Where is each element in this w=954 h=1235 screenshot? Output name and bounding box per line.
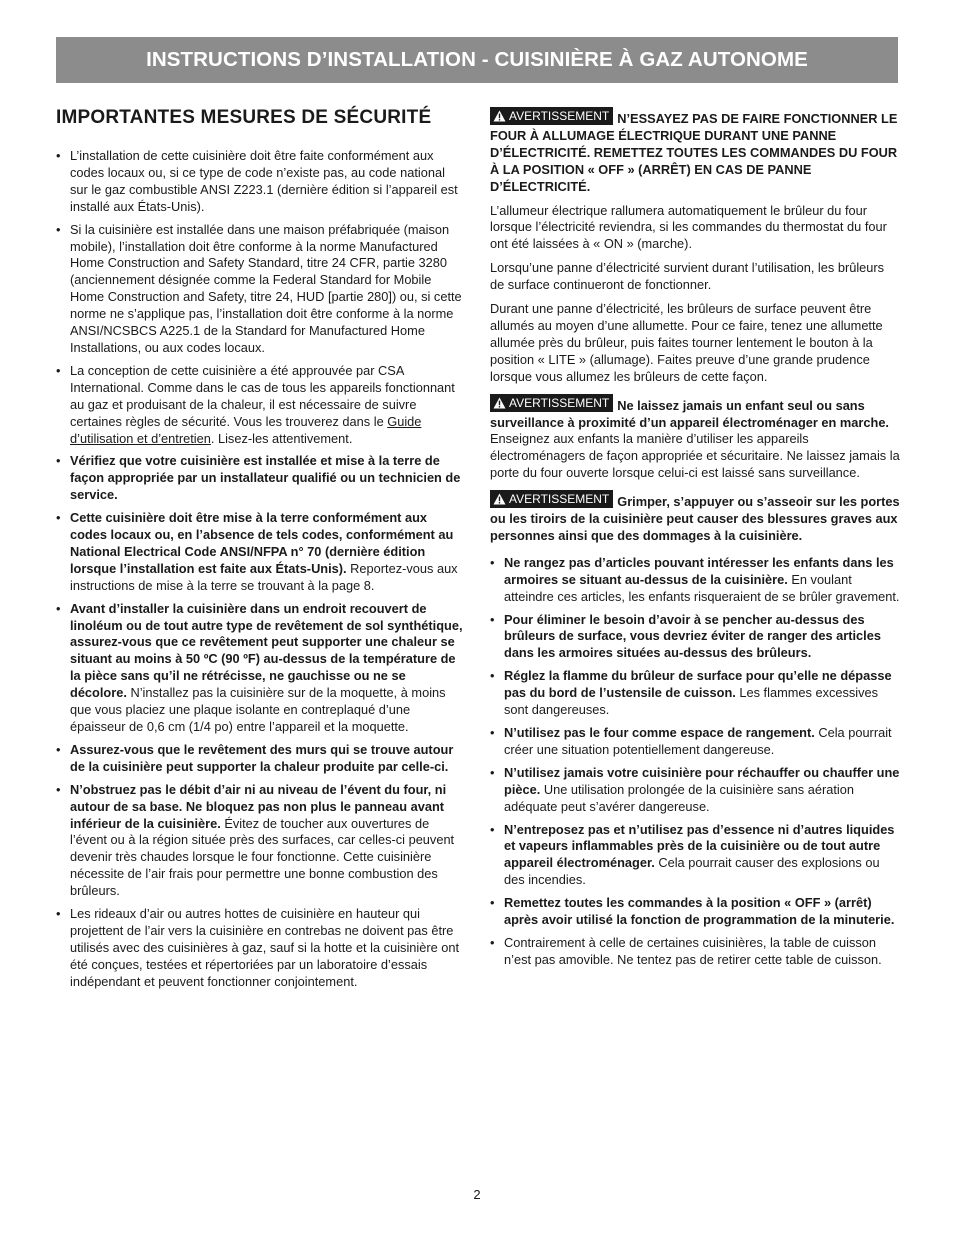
list-item: • Vérifiez que votre cuisinière est installée et mise à la terre de façon appropriée par un installateur qualifié ou un technicien de service.: [56, 453, 466, 504]
warning-triangle-icon: [493, 397, 506, 409]
warning-triangle-icon: [493, 110, 506, 122]
warning-badge-label: AVERTISSEMENT: [509, 395, 610, 410]
warning-list: [490, 555, 900, 969]
warning-block-power-outage: AVERTISSEMENT N’ESSAYEZ PAS DE FAIRE FONCTIONNER LE FOUR À ALLUMAGE ÉLECTRIQUE DURANT UNE PANNE D’ÉLECTRICITÉ. REMETTEZ TOUTES LES COMMANDES DU FOUR À LA POSITION « OFF » (ARRÊT) EN CAS DE PANNE D’ÉLECTRICITÉ.: [490, 109, 898, 194]
list-item: • Pour éliminer le besoin d’avoir à se pencher au-dessus des brûleurs de surface, vous devriez éviter de ranger des articles dans les armoires situées au-dessus des brûleurs.: [490, 612, 900, 663]
page-header-title: INSTRUCTIONS D’INSTALLATION - CUISINIÈRE À GAZ AUTONOME: [146, 48, 808, 71]
list-item: • Cette cuisinière doit être mise à la terre conformément aux codes locaux ou, en l’absence de tels codes, conformément au National Electrical Code ANSI/NFPA n° 70 (dernière édition lorsque l’installation est faite aux États-Unis). Reportez-vous aux instructions de mise à la terre se trouvant à la page 8.: [56, 510, 466, 595]
section-heading: IMPORTANTES MESURES DE SÉCURITÉ: [56, 107, 432, 128]
paragraph: Durant une panne d’électricité, les brûleurs de surface peuvent être allumés au moyen d’une allumette. Pour ce faire, tenez une allumette allumée près du brûleur, puis faites tourner lentement le bouton à la position « LITE » (allumage). Faites preuve d’une grande prudence lorsque vous allumez les brûleurs de cette façon.: [490, 301, 883, 384]
warning-badge: [490, 490, 613, 508]
list-item: • Les rideaux d’air ou autres hottes de cuisinière en hauteur qui projettent de l’air vers la cuisinière en contrebas ne doivent pas être utilisés avec des cuisinières à gaz, sauf si la hotte et la cuisinière ont été conçues, testées et répertoriées par un laboratoire d’essais indépendant et peuvent fonctionner conjointement.: [56, 906, 466, 991]
right-column: [490, 107, 900, 975]
paragraph: L’allumeur électrique rallumera automatiquement le brûleur du four lorsque l’électricité reviendra, si les commandes du thermostat du four ont été laissées à « ON » (marche).: [490, 202, 887, 252]
warning-badge: [490, 107, 613, 125]
list-item: • N’utilisez jamais votre cuisinière pour réchauffer ou chauffer une pièce. Une utilisation prolongée de la cuisinière sans aération adéquate peut s’avérer dangereuse.: [490, 765, 900, 816]
warning-triangle-icon: [493, 493, 506, 505]
list-item: • N’entreposez pas et n’utilisez pas d’essence ni d’autres liquides et vapeurs inflammables près de la cuisinière ou de tout autre appareil électroménager. Cela pourrait causer des explosions ou des incendies.: [490, 822, 900, 890]
paragraph: Lorsqu’une panne d’électricité survient durant l’utilisation, les brûleurs de surface continueront de fonctionner.: [490, 260, 885, 293]
page-number: 2: [473, 1187, 481, 1202]
list-item: • N’obstruez pas le débit d’air ni au niveau de l’évent du four, ni autour de sa base. Ne bloquez pas non plus le panneau avant inférieur de la cuisinière. Évitez de toucher aux ouvertures de l’évent ou à la région située près des surfaces, car celles-ci peuvent devenir très chaudes lorsque le four fonctionne. Cette cuisinière nécessite de l’air frais pour permettre une bonne combustion des brûleurs.: [56, 782, 466, 900]
warning-badge-label: AVERTISSEMENT: [509, 109, 610, 123]
list-item: • Remettez toutes les commandes à la position « OFF » (arrêt) après avoir utilisé la fonction de programmation de la minuterie.: [490, 895, 900, 929]
list-item: • Si la cuisinière est installée dans une maison préfabriquée (maison mobile), l’installation doit être conforme à la norme Manufactured Home Construction and Safety Standard, titre 24 CFR, partie 3280 (anciennement désignée comme la Federal Standard for Mobile Home Construction and Safety, titre 24, HUD [partie 280]) ou, si cette norme ne s’applique pas, l’installation doit être conforme à la norme ANSI/NCSBCS A225.1 de la Standard for Manufactured Home Installations, ou aux codes locaux.: [56, 222, 466, 357]
list-item: • Réglez la flamme du brûleur de surface pour qu’elle ne dépasse pas du bord de l’ustensile de cuisson. Les flammes excessives sont dangereuses.: [490, 668, 900, 719]
guide-reference-link: Guide d’utilisation et d’entretien: [70, 413, 422, 446]
list-item: • L’installation de cette cuisinière doit être faite conformément aux codes locaux ou, si ce type de code n’existe pas, au code national sur le gaz combustible ANSI Z223.1 (dernière édition si l’appareil est installé aux États-Unis).: [56, 148, 466, 216]
warning-badge: [490, 394, 613, 412]
list-item: • Assurez-vous que le revêtement des murs qui se trouve autour de la cuisinière peut supporter la chaleur produite par celle-ci.: [56, 742, 466, 776]
page-header-banner: [56, 37, 898, 83]
warning-badge-label: AVERTISSEMENT: [509, 492, 610, 507]
list-item: • Ne rangez pas d’articles pouvant intéresser les enfants dans les armoires se situant au-dessus de la cuisinière. En voulant atteindre ces articles, les enfants risqueraient de se brûler gravement.: [490, 555, 900, 606]
list-item: • Contrairement à celle de certaines cuisinières, la table de cuisson n’est pas amovible. Ne tentez pas de retirer cette table de cuisson.: [490, 935, 900, 969]
list-item: • N’utilisez pas le four comme espace de rangement. Cela pourrait créer une situation potentiellement dangereuse.: [490, 725, 900, 759]
list-item: • La conception de cette cuisinière a été approuvée par CSA International. Comme dans le cas de tous les appareils fonctionnant au gaz et produisant de la chaleur, il est nécessaire de suivre certaines règles de sécurité. Vous les trouverez dans le Guide d’utilisation et d’entretien. Lisez-les attentivement.: [56, 363, 466, 448]
safety-list: [56, 148, 466, 991]
warning-block-children: AVERTISSEMENT Ne laissez jamais un enfant seul ou sans surveillance à proximité d’un appareil électroménager en marche. Enseignez aux enfants la manière d’utiliser les appareils électroménagers de façon appropriée et sécuritaire. Ne laissez jamais la porte du four ouverte lorsque celui-ci est laissé sans surveillance.: [490, 395, 900, 481]
list-item: • Avant d’installer la cuisinière dans un endroit recouvert de linoléum ou de tout autre type de revêtement de sol synthétique, assurez-vous que ce revêtement peut supporter une chaleur se situant au moins à 50 ºC (90 ºF) au-dessus de la température de la pièce sans qu’il ne rétrécisse, ne gauchisse ou ne se décolore. N’installez pas la cuisinière sur de la moquette, à moins que vous placiez une plaque isolante en contreplaqué d’une épaisseur de 0,6 cm (1/4 po) entre l’appareil et la moquette.: [56, 601, 466, 736]
warning-block-climbing: AVERTISSEMENT Grimper, s’appuyer ou s’asseoir sur les portes ou les tiroirs de la cuisinière peut causer des blessures graves aux personnes ainsi que des dommages à la cuisinière.: [490, 492, 900, 543]
left-column: [56, 107, 466, 997]
